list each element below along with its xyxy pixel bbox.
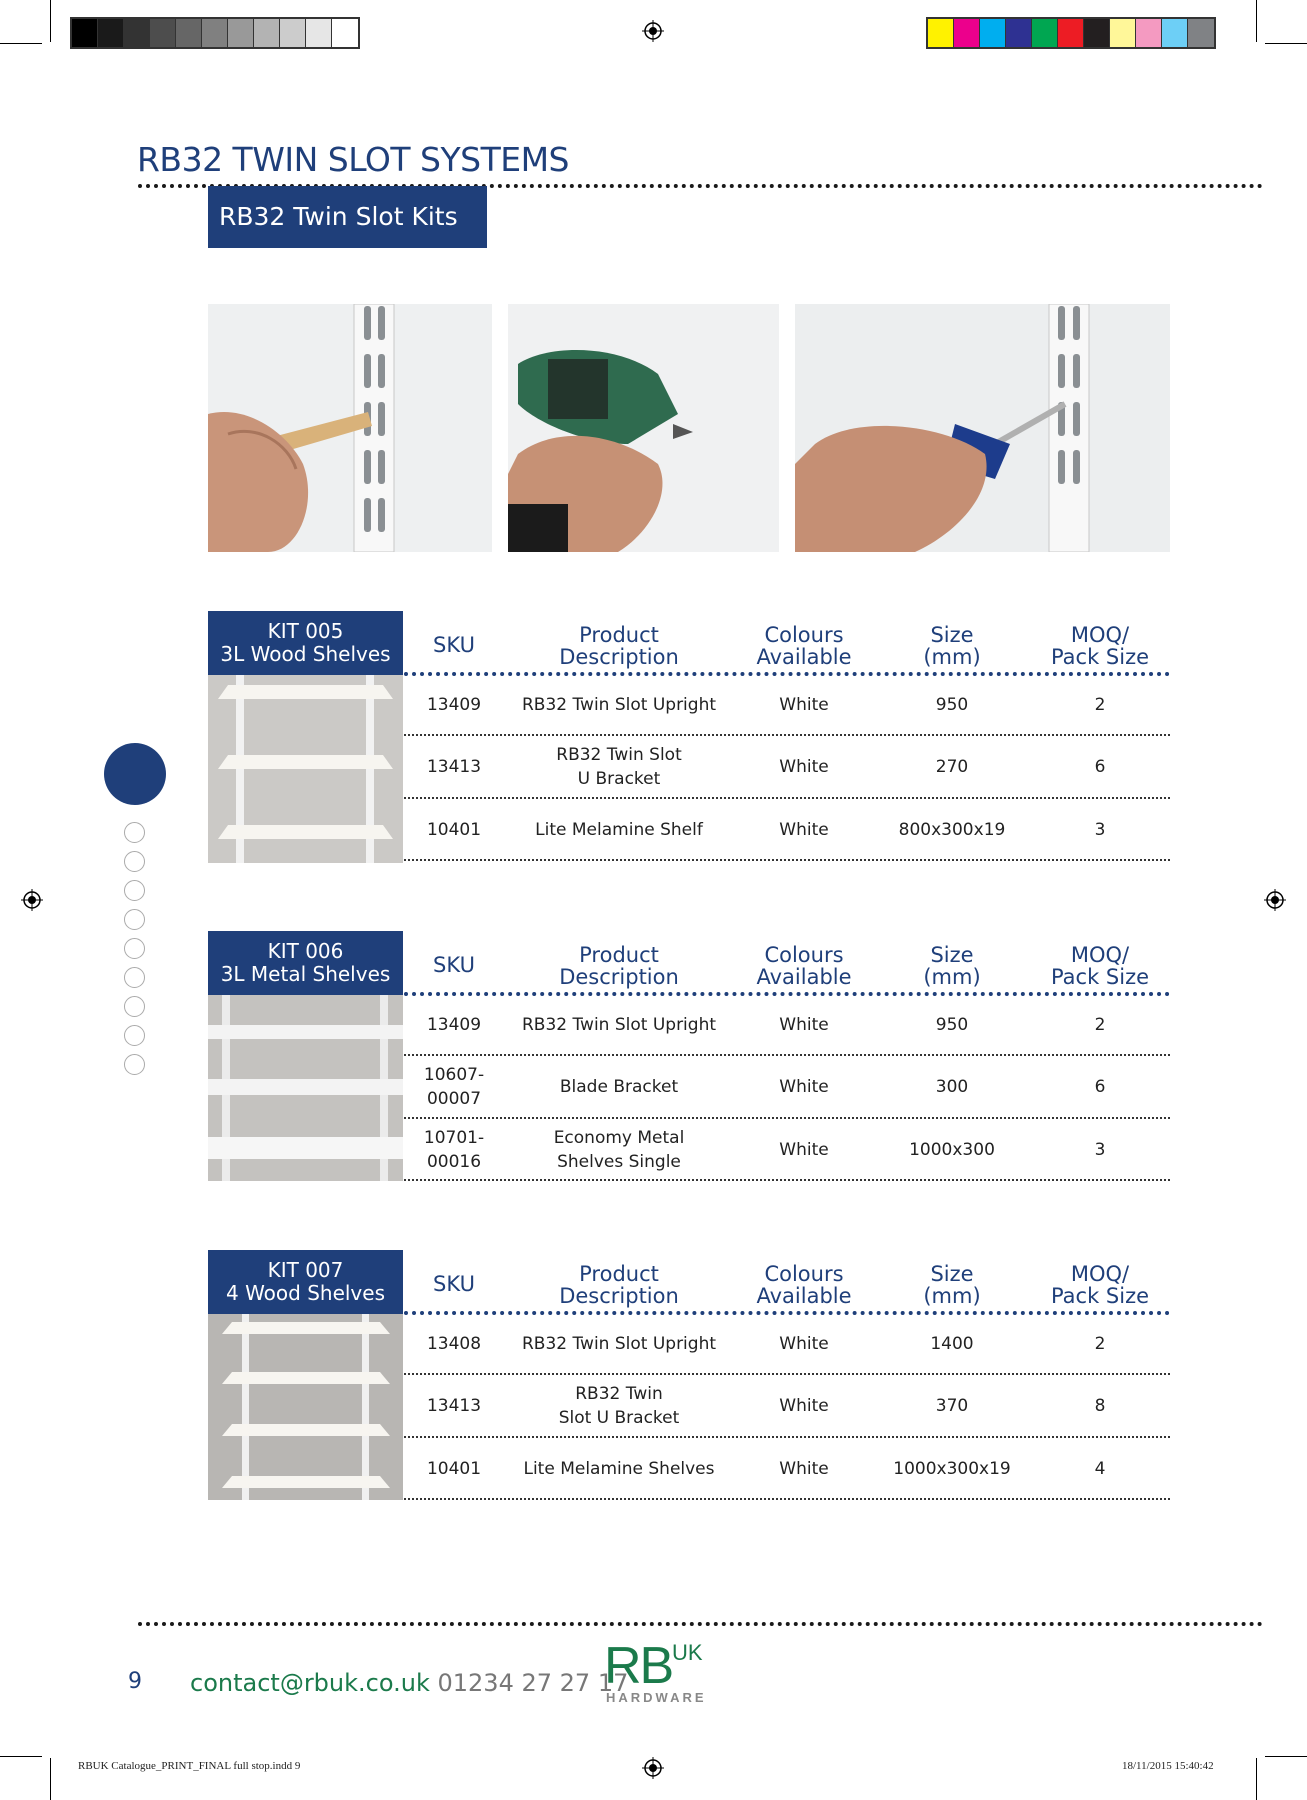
sku-header: SKU	[433, 953, 475, 977]
section-dot	[124, 938, 145, 959]
colour-swatch	[98, 19, 124, 47]
colour-swatch	[1032, 19, 1058, 47]
colour-swatch	[1136, 19, 1162, 47]
registration-mark-icon	[1264, 889, 1286, 911]
photo-marking-holes	[208, 304, 492, 552]
colour-swatch	[1058, 19, 1084, 47]
kit-label	[208, 611, 403, 675]
section-dot	[124, 909, 145, 930]
moq-header: MOQ/ Pack Size	[1050, 1262, 1150, 1308]
moq-header: MOQ/ Pack Size	[1050, 623, 1150, 669]
colour-swatch	[72, 19, 98, 47]
kit-photo	[208, 1314, 403, 1500]
colour-swatch	[280, 19, 306, 47]
size-header: Size (mm)	[923, 1262, 981, 1308]
size-header: Size (mm)	[923, 623, 981, 669]
kit-name: 4 Wood Shelves	[225, 1281, 385, 1305]
photo-drilling	[508, 304, 779, 552]
slug-filename: RBUK Catalogue_PRINT_FINAL full stop.indd 9	[78, 1760, 301, 1772]
section-heading: RB32 Twin Slot Kits	[208, 186, 487, 248]
registration-mark-icon	[642, 1757, 664, 1779]
contact-email[interactable]: contact@rbuk.co.uk	[190, 1669, 430, 1697]
colour-swatch	[228, 19, 254, 47]
colour-swatch	[254, 19, 280, 47]
description-header: Product Description	[559, 943, 679, 989]
moq-header: MOQ/ Pack Size	[1050, 943, 1150, 989]
size-header: Size (mm)	[923, 943, 981, 989]
colours-header: Colours Available	[756, 1262, 852, 1308]
description-header: Product Description	[559, 623, 679, 669]
kit-label	[208, 1250, 403, 1314]
registration-mark-icon	[21, 889, 43, 911]
section-dot	[124, 851, 145, 872]
sku-header: SKU	[433, 1272, 475, 1296]
colour-swatch	[1110, 19, 1136, 47]
contact-phone: 01234 27 27 17	[437, 1669, 629, 1697]
colour-swatch	[1084, 19, 1110, 47]
colour-swatch	[1188, 19, 1214, 47]
colours-header: Colours Available	[756, 943, 852, 989]
colour-swatch	[1162, 19, 1188, 47]
kit-name: 3L Wood Shelves	[220, 642, 391, 666]
section-dot	[124, 880, 145, 901]
colour-swatch	[980, 19, 1006, 47]
kit-code: KIT 006	[267, 939, 344, 963]
colour-swatch	[176, 19, 202, 47]
colour-swatch	[928, 19, 954, 47]
grey-colour-bar	[70, 17, 360, 49]
section-dot	[124, 1054, 145, 1075]
section-dot	[124, 996, 145, 1017]
kit-label	[208, 931, 403, 995]
page-title: RB32 TWIN SLOT SYSTEMS	[137, 140, 570, 179]
footer-divider	[138, 1622, 1263, 1626]
colour-swatch	[306, 19, 332, 47]
colour-swatch	[202, 19, 228, 47]
kit-code: KIT 007	[267, 1258, 344, 1282]
section-dot	[124, 1025, 145, 1046]
colour-swatch	[1006, 19, 1032, 47]
kit-photo	[208, 675, 403, 863]
page-number: 9	[128, 1669, 142, 1694]
kit-photo	[208, 995, 403, 1181]
kit-code: KIT 005	[267, 619, 344, 643]
colour-swatch	[150, 19, 176, 47]
photo-screwing	[795, 304, 1170, 552]
description-header: Product Description	[559, 1262, 679, 1308]
kit-name: 3L Metal Shelves	[220, 962, 391, 986]
colour-swatch	[332, 19, 358, 47]
section-dot	[124, 967, 145, 988]
registration-mark-icon	[642, 20, 664, 42]
colours-header: Colours Available	[756, 623, 852, 669]
process-colour-bar	[926, 17, 1216, 49]
slug-timestamp: 18/11/2015 15:40:42	[1122, 1760, 1214, 1772]
contact-line	[190, 1669, 628, 1697]
colour-swatch	[124, 19, 150, 47]
section-dot	[124, 822, 145, 843]
current-section-dot	[104, 743, 166, 805]
sku-header: SKU	[433, 633, 475, 657]
rbuk-logo: RB UK HARDWARE	[604, 1637, 707, 1705]
colour-swatch	[954, 19, 980, 47]
